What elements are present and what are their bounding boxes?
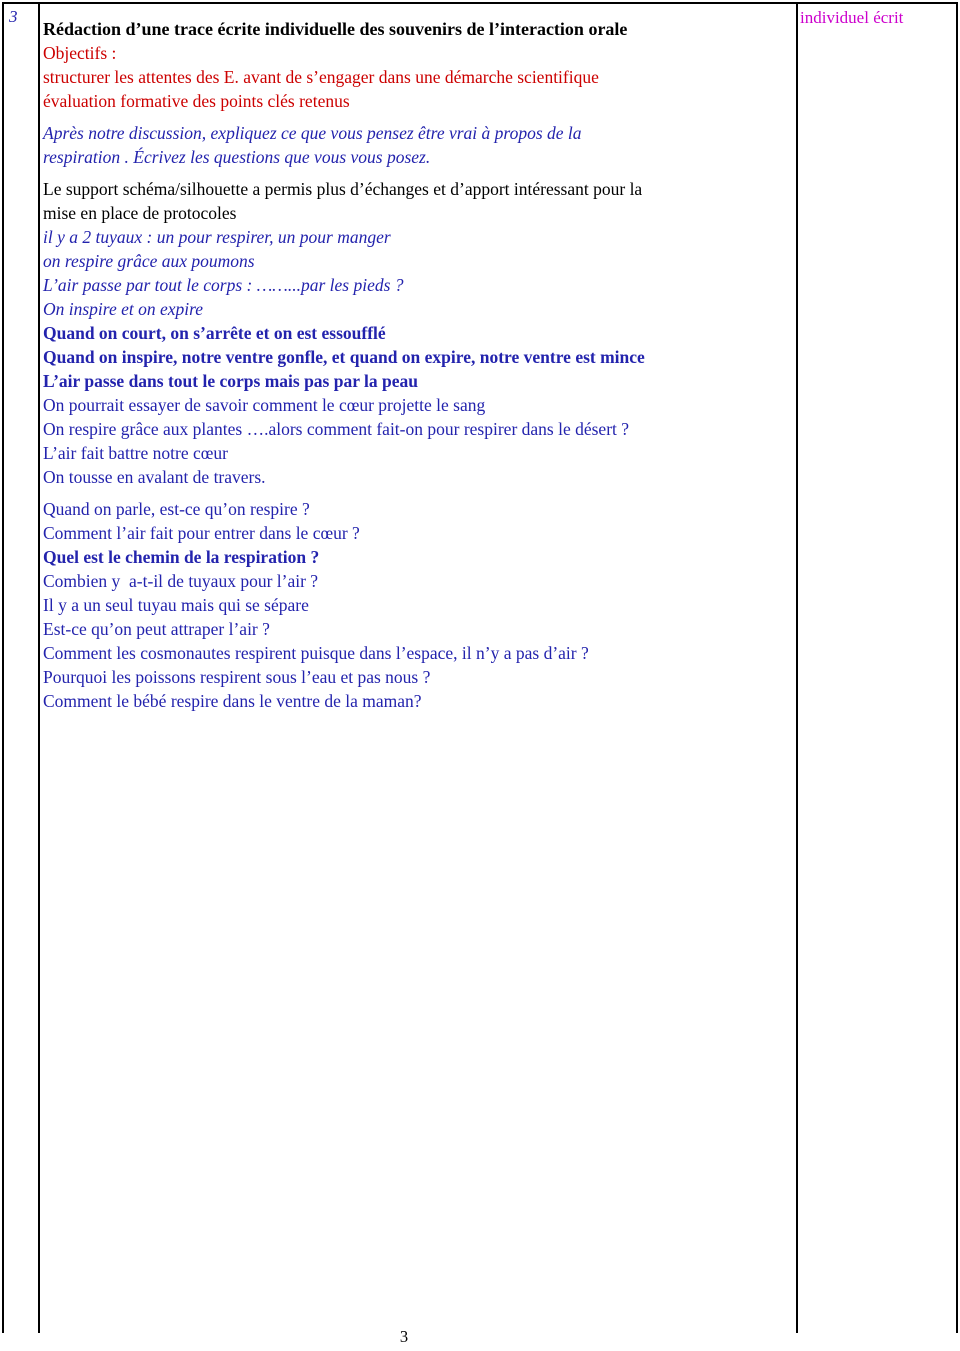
text-line: L’air passe par tout le corps : ……...par les pieds ?	[43, 275, 404, 295]
text-line: évaluation formative des points clés retenus	[43, 91, 350, 111]
text-line: Combien y a-t-il de tuyaux pour l’air ?	[43, 571, 319, 591]
step-number: 3	[9, 7, 18, 26]
page-number: 3	[399, 1327, 409, 1346]
text-line: Comment le bébé respire dans le ventre de la maman?	[43, 691, 422, 711]
text-line: Quand on inspire, notre ventre gonfle, et quand on expire, notre ventre est mince	[43, 347, 645, 367]
text-line: il y a 2 tuyaux : un pour respirer, un pour manger	[43, 227, 391, 247]
text-line: respiration . Écrivez les questions que vous vous posez.	[43, 147, 431, 167]
text-lines	[43, 17, 788, 713]
text-line: Quand on court, on s’arrête et on est essoufflé	[43, 323, 386, 343]
text-line: Après notre discussion, expliquez ce que vous pensez être vrai à propos de la	[43, 123, 582, 143]
lesson-table	[2, 2, 958, 1333]
text-line: Objectifs :	[43, 43, 117, 63]
text-line: Le support schéma/silhouette a permis plus d’échanges et d’apport intéressant pour la	[43, 179, 643, 199]
text-line: Quel est le chemin de la respiration ?	[43, 547, 320, 567]
step-number-cell	[4, 4, 40, 1333]
text-line: On pourrait essayer de savoir comment le cœur projette le sang	[43, 395, 486, 415]
modality-label: individuel écrit	[800, 8, 904, 27]
text-line: On respire grâce aux plantes ….alors comment fait-on pour respirer dans le désert ?	[43, 419, 630, 439]
text-line: Quand on parle, est-ce qu’on respire ?	[43, 499, 310, 519]
text-line: Comment l’air fait pour entrer dans le cœur ?	[43, 523, 360, 543]
text-line: Comment les cosmonautes respirent puisque dans l’espace, il n’y a pas d’air ?	[43, 643, 589, 663]
text-line: L’air passe dans tout le corps mais pas par la peau	[43, 371, 419, 391]
text-line: On tousse en avalant de travers.	[43, 467, 266, 487]
text-line: Pourquoi les poissons respirent sous l’eau et pas nous ?	[43, 667, 431, 687]
modality-cell	[798, 4, 956, 1333]
text-line: Rédaction d’une trace écrite individuelle des souvenirs de l’interaction orale	[43, 19, 628, 39]
text-line: On inspire et on expire	[43, 299, 204, 319]
text-line: Est-ce qu’on peut attraper l’air ?	[43, 619, 270, 639]
text-line: L’air fait battre notre cœur	[43, 443, 228, 463]
text-line: Il y a un seul tuyau mais qui se sépare	[43, 595, 309, 615]
text-line: structurer les attentes des E. avant de s’engager dans une démarche scientifique	[43, 67, 599, 87]
main-content-cell	[40, 4, 798, 1333]
text-line: mise en place de protocoles	[43, 203, 237, 223]
text-line: on respire grâce aux poumons	[43, 251, 255, 271]
